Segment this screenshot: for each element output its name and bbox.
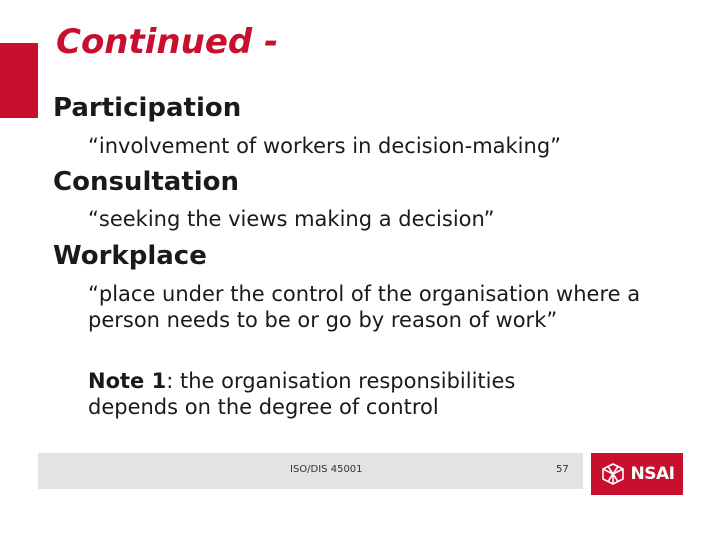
footer-page-number: 57: [556, 464, 569, 475]
nsai-emblem-icon: [600, 462, 626, 486]
definition-workplace: “place under the control of the organisation where a person needs to be or go by reason of work”: [88, 282, 641, 332]
definition-consultation: “seeking the views making a decision”: [88, 207, 495, 231]
note-text: : the organisation responsibilities depends on the degree of control: [88, 369, 516, 419]
term-workplace: Workplace: [53, 241, 207, 271]
title-accent-divider: [38, 43, 39, 118]
term-participation: Participation: [53, 93, 242, 123]
definition-participation: “involvement of workers in decision-making”: [88, 134, 562, 158]
footer-standard: ISO/DIS 45001: [290, 464, 363, 475]
nsai-logo: [591, 453, 683, 495]
slide-title: Continued -: [56, 22, 279, 62]
note-block: [88, 368, 588, 420]
title-accent-bar: [0, 43, 38, 118]
nsai-logo-text: NSAI: [630, 464, 675, 484]
note-label: Note 1: [88, 369, 167, 393]
term-consultation: Consultation: [53, 167, 240, 197]
